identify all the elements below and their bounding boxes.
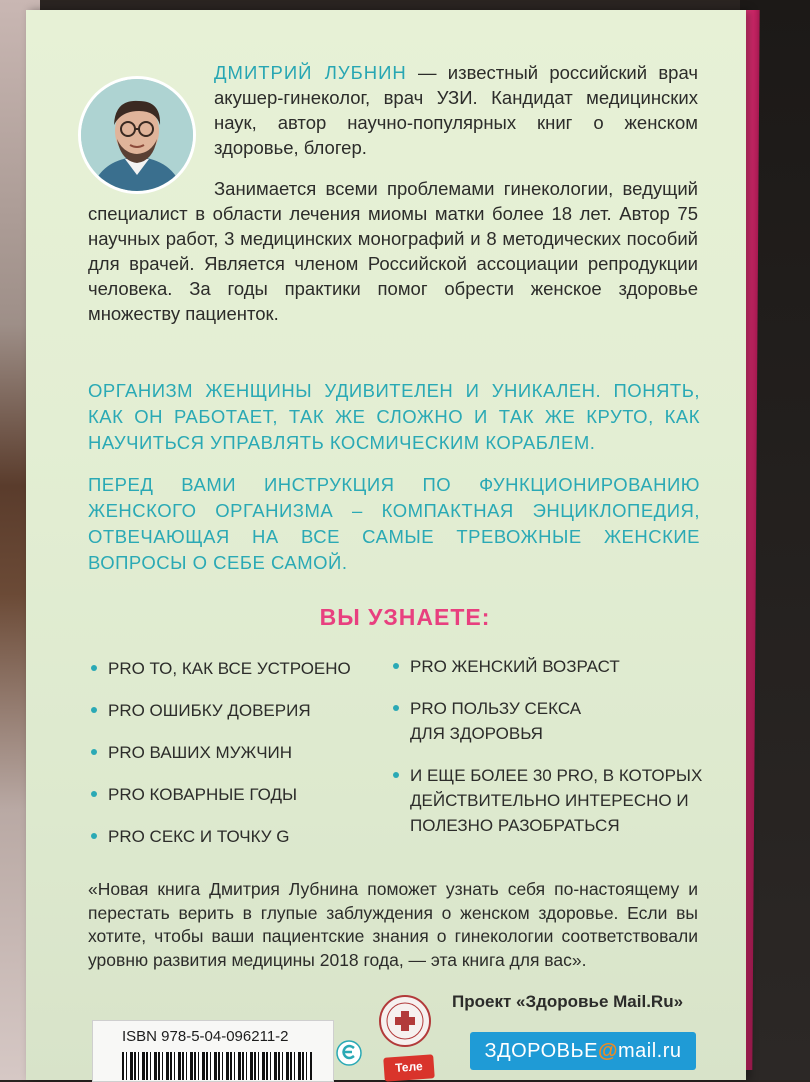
- learn-list-right: [390, 654, 710, 838]
- tele-badge-text: Теле: [394, 1059, 424, 1075]
- mail-logo-prefix: ЗДОРОВЬЕ: [484, 1040, 598, 1062]
- barcode: [122, 1052, 312, 1080]
- list-item: PRO КОВАРНЫЕ ГОДЫ: [88, 782, 378, 807]
- tele-badge: [383, 1054, 435, 1081]
- highlight-paragraph-1: ОРГАНИЗМ ЖЕНЩИНЫ УДИВИТЕЛЕН И УНИКАЛЕН. ПОНЯТЬ, КАК ОН РАБОТАЕТ, ТАК ЖЕ СЛОЖНО И ТАК ЖЕ КРУТО, КАК НАУЧИТЬСЯ УПРАВЛЯТЬ КОСМИЧЕСКИМ КОРАБЛЕМ.: [88, 380, 700, 453]
- list-item: PRO ПОЛЬЗУ СЕКСА ДЛЯ ЗДОРОВЬЯ: [390, 696, 610, 746]
- highlight-paragraph-2: ПЕРЕД ВАМИ ИНСТРУКЦИЯ ПО ФУНКЦИОНИРОВАНИЮ ЖЕНСКОГО ОРГАНИЗМА – КОМПАКТНАЯ ЭНЦИКЛОПЕДИЯ, ОТВЕЧАЮЩАЯ НА ВСЕ САМЫЕ ТРЕВОЖНЫЕ ЖЕНСКИЕ ВОПРОСЫ О СЕБЕ САМОЙ.: [88, 474, 700, 573]
- list-item: PRO ОШИБКУ ДОВЕРИЯ: [88, 698, 378, 723]
- mail-logo-at: @: [597, 1040, 618, 1062]
- project-label: Проект «Здоровье Mail.Ru»: [452, 992, 684, 1011]
- list-item: PRO ТО, КАК ВСЕ УСТРОЕНО: [88, 656, 378, 681]
- learn-title: ВЫ УЗНАЕТЕ:: [319, 604, 491, 630]
- author-intro-text: — известный российский врач акушер-гинеколог, врач УЗИ. Кандидат медицинских наук, автор научно-популярных книг о женском здоровье, блогер.: [214, 62, 698, 158]
- author-name: ДМИТРИЙ ЛУБНИН: [214, 62, 407, 83]
- list-item: И ЕЩЕ БОЛЕЕ 30 PRO, В КОТОРЫХ ДЕЙСТВИТЕЛЬНО ИНТЕРЕСНО И ПОЛЕЗНО РАЗОБРАТЬСЯ: [390, 763, 720, 838]
- mail-logo-suffix: mail.ru: [617, 1040, 682, 1062]
- review-quote: «Новая книга Дмитрия Лубнина поможет узнать себя по-настоящему и перестать верить в глупые заблуждения о женском здоровье. Если вы хотите, чтобы ваши пациентские знания о гинекологии соответствовали уровню развития медицины 2018 года, — эта книга для вас».: [88, 879, 698, 970]
- list-item: PRO ЖЕНСКИЙ ВОЗРАСТ: [390, 654, 710, 679]
- author-bio: Занимается всеми проблемами гинекологии, ведущий специалист в области лечения миомы матки более 18 лет. Автор 75 научных работ, 3 медицинских монографий и 8 методических пособий для врачей. Является членом Российской ассоциации репродукции человека. За годы практики помог обрести женское здоровье множеству пациенток.: [88, 178, 698, 324]
- isbn-text: ISBN 978-5-04-096211-2: [122, 1028, 289, 1045]
- learn-list-left: [88, 656, 378, 849]
- author-intro: [214, 60, 698, 160]
- zdorovie-mail-logo: [470, 1032, 696, 1070]
- list-item: PRO ВАШИХ МУЖЧИН: [88, 740, 378, 765]
- publisher-logo-icon: [336, 1040, 362, 1066]
- list-item: PRO СЕКС И ТОЧКУ G: [88, 824, 378, 849]
- round-stamp-icon: [378, 994, 432, 1048]
